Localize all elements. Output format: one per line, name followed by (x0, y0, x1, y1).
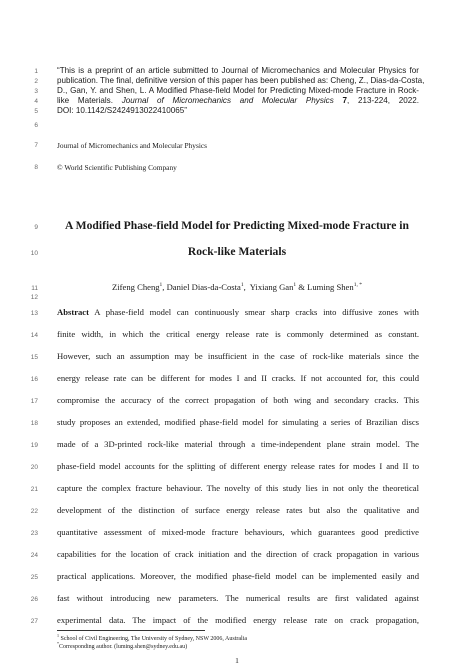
author-affiliation-mark: 1, * (353, 282, 362, 289)
abstract-line: quantitative assessment of mixed-mode fracture behaviours, which guarantees good predictive (57, 527, 419, 537)
line-number: 15 (30, 354, 38, 361)
author-name: Daniel Dias-da-Costa (166, 282, 241, 292)
footnote-mark: * (57, 641, 59, 646)
line-number: 26 (30, 596, 38, 603)
abstract-line: compromise the accuracy of the correct propagation of both wing and secondary cracks. This (57, 395, 419, 405)
line-number: 8 (34, 164, 38, 171)
author-name: Luming Shen (307, 282, 354, 292)
line-number: 22 (30, 508, 38, 515)
line-number: 3 (34, 88, 38, 95)
footnote-corresponding (57, 641, 187, 650)
line-number: 18 (30, 420, 38, 427)
preprint-notice-line: publication. The final, definitive version of this paper has been published as: Cheng, Z., Dias-da-Costa, (57, 76, 425, 85)
footnote-mark: 1 (57, 633, 59, 638)
footnote-text: School of Civil Engineering, The University of Sydney, NSW 2006, Australia (59, 636, 248, 642)
line-number: 2 (34, 78, 38, 85)
line-number: 12 (30, 294, 38, 301)
line-number: 13 (30, 310, 38, 317)
author-name: Yixiang Gan (249, 282, 294, 292)
paper-title-line1: A Modified Phase-field Model for Predicting Mixed-mode Fracture in (65, 219, 409, 232)
copyright-notice: © World Scientific Publishing Company (57, 163, 177, 172)
abstract-text: A phase-field model can continuously smear sharp cracks into diffusive zones with (94, 307, 419, 317)
line-number: 4 (34, 98, 38, 105)
author-list (0, 282, 474, 292)
line-number: 17 (30, 398, 38, 405)
abstract-line: experimental data. The impact of the modified energy release rate on crack propagation, (57, 615, 419, 625)
line-number: 5 (34, 108, 38, 115)
footnote-rule (57, 630, 205, 631)
abstract-line: phase-field model accounts for the splitting of different energy release rates for modes I and II to (57, 461, 419, 471)
line-number: 11 (31, 285, 38, 292)
paper-title-line2: Rock-like Materials (187, 245, 287, 258)
preprint-notice-line: D., Gan, Y. and Shen, L. A Modified Phase-field Model for Predicting Mixed-mode Fracture in Rock- (57, 86, 419, 95)
line-number: 16 (30, 376, 38, 383)
author-affiliation-mark: 1 (159, 282, 163, 289)
abstract-line: made of a 3D-printed rock-like material through a time-independent plane strain model. The (57, 439, 419, 449)
page-number: 1 (235, 656, 239, 665)
abstract-line: finite width, in which the critical energy release rate is commonly determined as constant. (57, 329, 419, 339)
preprint-notice-line (57, 96, 419, 106)
line-number: 14 (30, 332, 38, 339)
abstract-line: However, such an assumption may be insufficient in the case of rock-like materials since the (57, 351, 419, 361)
author-name: Zifeng Cheng (112, 282, 160, 292)
author-separator: & (296, 282, 308, 292)
author-separator: , (162, 282, 167, 292)
abstract-line: practical applications. Moreover, the modified phase-field model can be implemented easily and (57, 571, 419, 581)
preprint-notice-line: “This is a preprint of an article submitted to Journal of Micromechanics and Molecular Physics for (57, 66, 419, 75)
abstract-line: capture the complex fracture behaviour. The novelty of this study lies in not only the theoretical (57, 483, 419, 493)
line-number: 20 (30, 464, 38, 471)
line-number: 1 (34, 68, 38, 75)
abstract-line: fast without introducing new parameters. The numerical results are first validated against (57, 593, 419, 603)
preprint-journal: Journal of Micromechanics and Molecular Physics (121, 96, 334, 105)
preprint-text: like Materials. (57, 96, 113, 105)
line-number: 24 (30, 552, 38, 559)
author-affiliation-mark: 1 (293, 282, 297, 289)
author-separator: , (243, 282, 250, 292)
line-number: 6 (34, 122, 38, 129)
footnote-text: Corresponding author. (luming.shen@sydney.edu.au) (59, 644, 188, 650)
line-number: 10 (30, 250, 38, 257)
preprint-volume: 7 (342, 96, 348, 105)
author-affiliation-mark: 1 (240, 282, 244, 289)
abstract-line (57, 307, 419, 317)
line-number: 9 (34, 224, 38, 231)
line-number: 19 (30, 442, 38, 449)
preprint-doi: DOI: 10.1142/S2424913022410065” (57, 106, 187, 115)
abstract-heading: Abstract (57, 307, 89, 317)
line-number: 27 (30, 618, 38, 625)
abstract-line: energy release rate can be different for modes I and II cracks. If not accounted for, this could (57, 373, 419, 383)
abstract-line: study proposes an extended, modified phase-field model for simulating a series of Brazilian discs (57, 417, 419, 427)
journal-name: Journal of Micromechanics and Molecular Physics (57, 141, 208, 150)
abstract-line: development of the distinction of surface energy release rates but also the qualitative and (57, 505, 419, 515)
line-number: 25 (30, 574, 38, 581)
line-number: 7 (34, 142, 38, 149)
line-number: 21 (30, 486, 38, 493)
preprint-pages: , 213-224, 2022. (347, 96, 420, 105)
line-number: 23 (30, 530, 38, 537)
abstract-line: capabilities for the location of crack initiation and the direction of crack propagation in various (57, 549, 419, 559)
